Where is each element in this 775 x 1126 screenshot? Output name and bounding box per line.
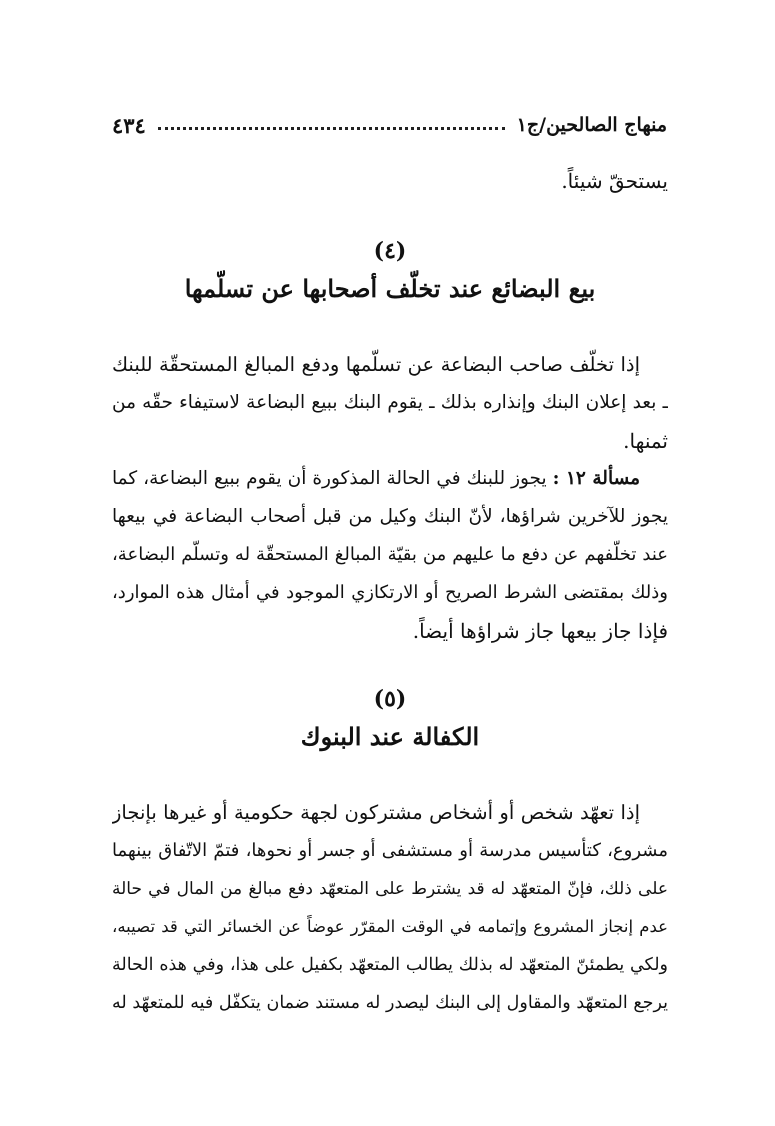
text-line: يجوز للآخرين شراؤها، لأنّ البنك وكيل من قبل أصحاب البضاعة في بيعها <box>112 506 668 527</box>
text-line: وذلك بمقتضى الشرط الصريح أو الارتكازي الموجود في أمثال هذه الموارد، <box>112 582 668 603</box>
text-line: ثمنها. <box>623 429 668 453</box>
page-number: ٤٣٤ <box>112 112 146 138</box>
text-line: مشروع، كتأسيس مدرسة أو مستشفى أو جسر أو نحوها، فتمّ الاتّفاق بينهما <box>112 840 668 861</box>
section-4-paragraph <box>112 346 668 650</box>
issue-12-first-line <box>112 460 668 498</box>
text-line: عند تخلّفهم عن دفع ما عليهم من بقيّة المبالغ المستحقّة له وتسلّم البضاعة، <box>112 544 668 565</box>
text-line: على ذلك، فإنّ المتعهّد له قد يشترط على المتعهّد دفع مبالغ من المال في حالة <box>112 879 668 899</box>
text-line: يستحقّ شيئاً. <box>561 169 668 193</box>
header-dot-leader <box>158 127 505 130</box>
text-line: ـ بعد إعلان البنك وإنذاره بذلك ـ يقوم البنك ببيع البضاعة لاستيفاء حقّه من <box>112 392 668 413</box>
section-5-number: (٥) <box>373 686 407 712</box>
text-line: فإذا جاز بيعها جاز شراؤها أيضاً. <box>412 619 668 643</box>
text-line: ولكي يطمئنّ المتعهّد له بذلك يطالب المتعهّد بكفيل على هذا، وفي هذه الحالة <box>112 955 668 975</box>
text-line: إذا تعهّد شخص أو أشخاص مشتركون لجهة حكومية أو غيرها بإنجاز <box>112 801 640 824</box>
text-line: يرجع المتعهّد والمقاول إلى البنك ليصدر له مستند ضمان يتكفّل فيه للمتعهّد له <box>112 993 668 1013</box>
issue-12-text: يجوز للبنك في الحالة المذكورة أن يقوم ببيع البضاعة، كما <box>112 468 547 489</box>
section-4-number: (٤) <box>373 238 407 264</box>
running-title: منهاج الصالحين/ج١ <box>516 114 667 136</box>
section-5-title: الكفالة عند البنوك <box>300 722 480 751</box>
section-5-paragraph <box>112 794 668 1022</box>
text-line: إذا تخلّف صاحب البضاعة عن تسلّمها ودفع المبالغ المستحقّة للبنك <box>112 353 640 376</box>
intro-text <box>112 162 668 200</box>
section-4-title: بيع البضائع عند تخلّف أصحابها عن تسلّمها <box>184 274 596 303</box>
issue-12-label: مسألة ١٢ : <box>552 468 640 489</box>
text-line: عدم إنجاز المشروع وإتمامه في الوقت المقرّر عوضاً عن الخسائر التي قد تصيبه، <box>112 917 668 936</box>
page-header <box>112 108 667 142</box>
